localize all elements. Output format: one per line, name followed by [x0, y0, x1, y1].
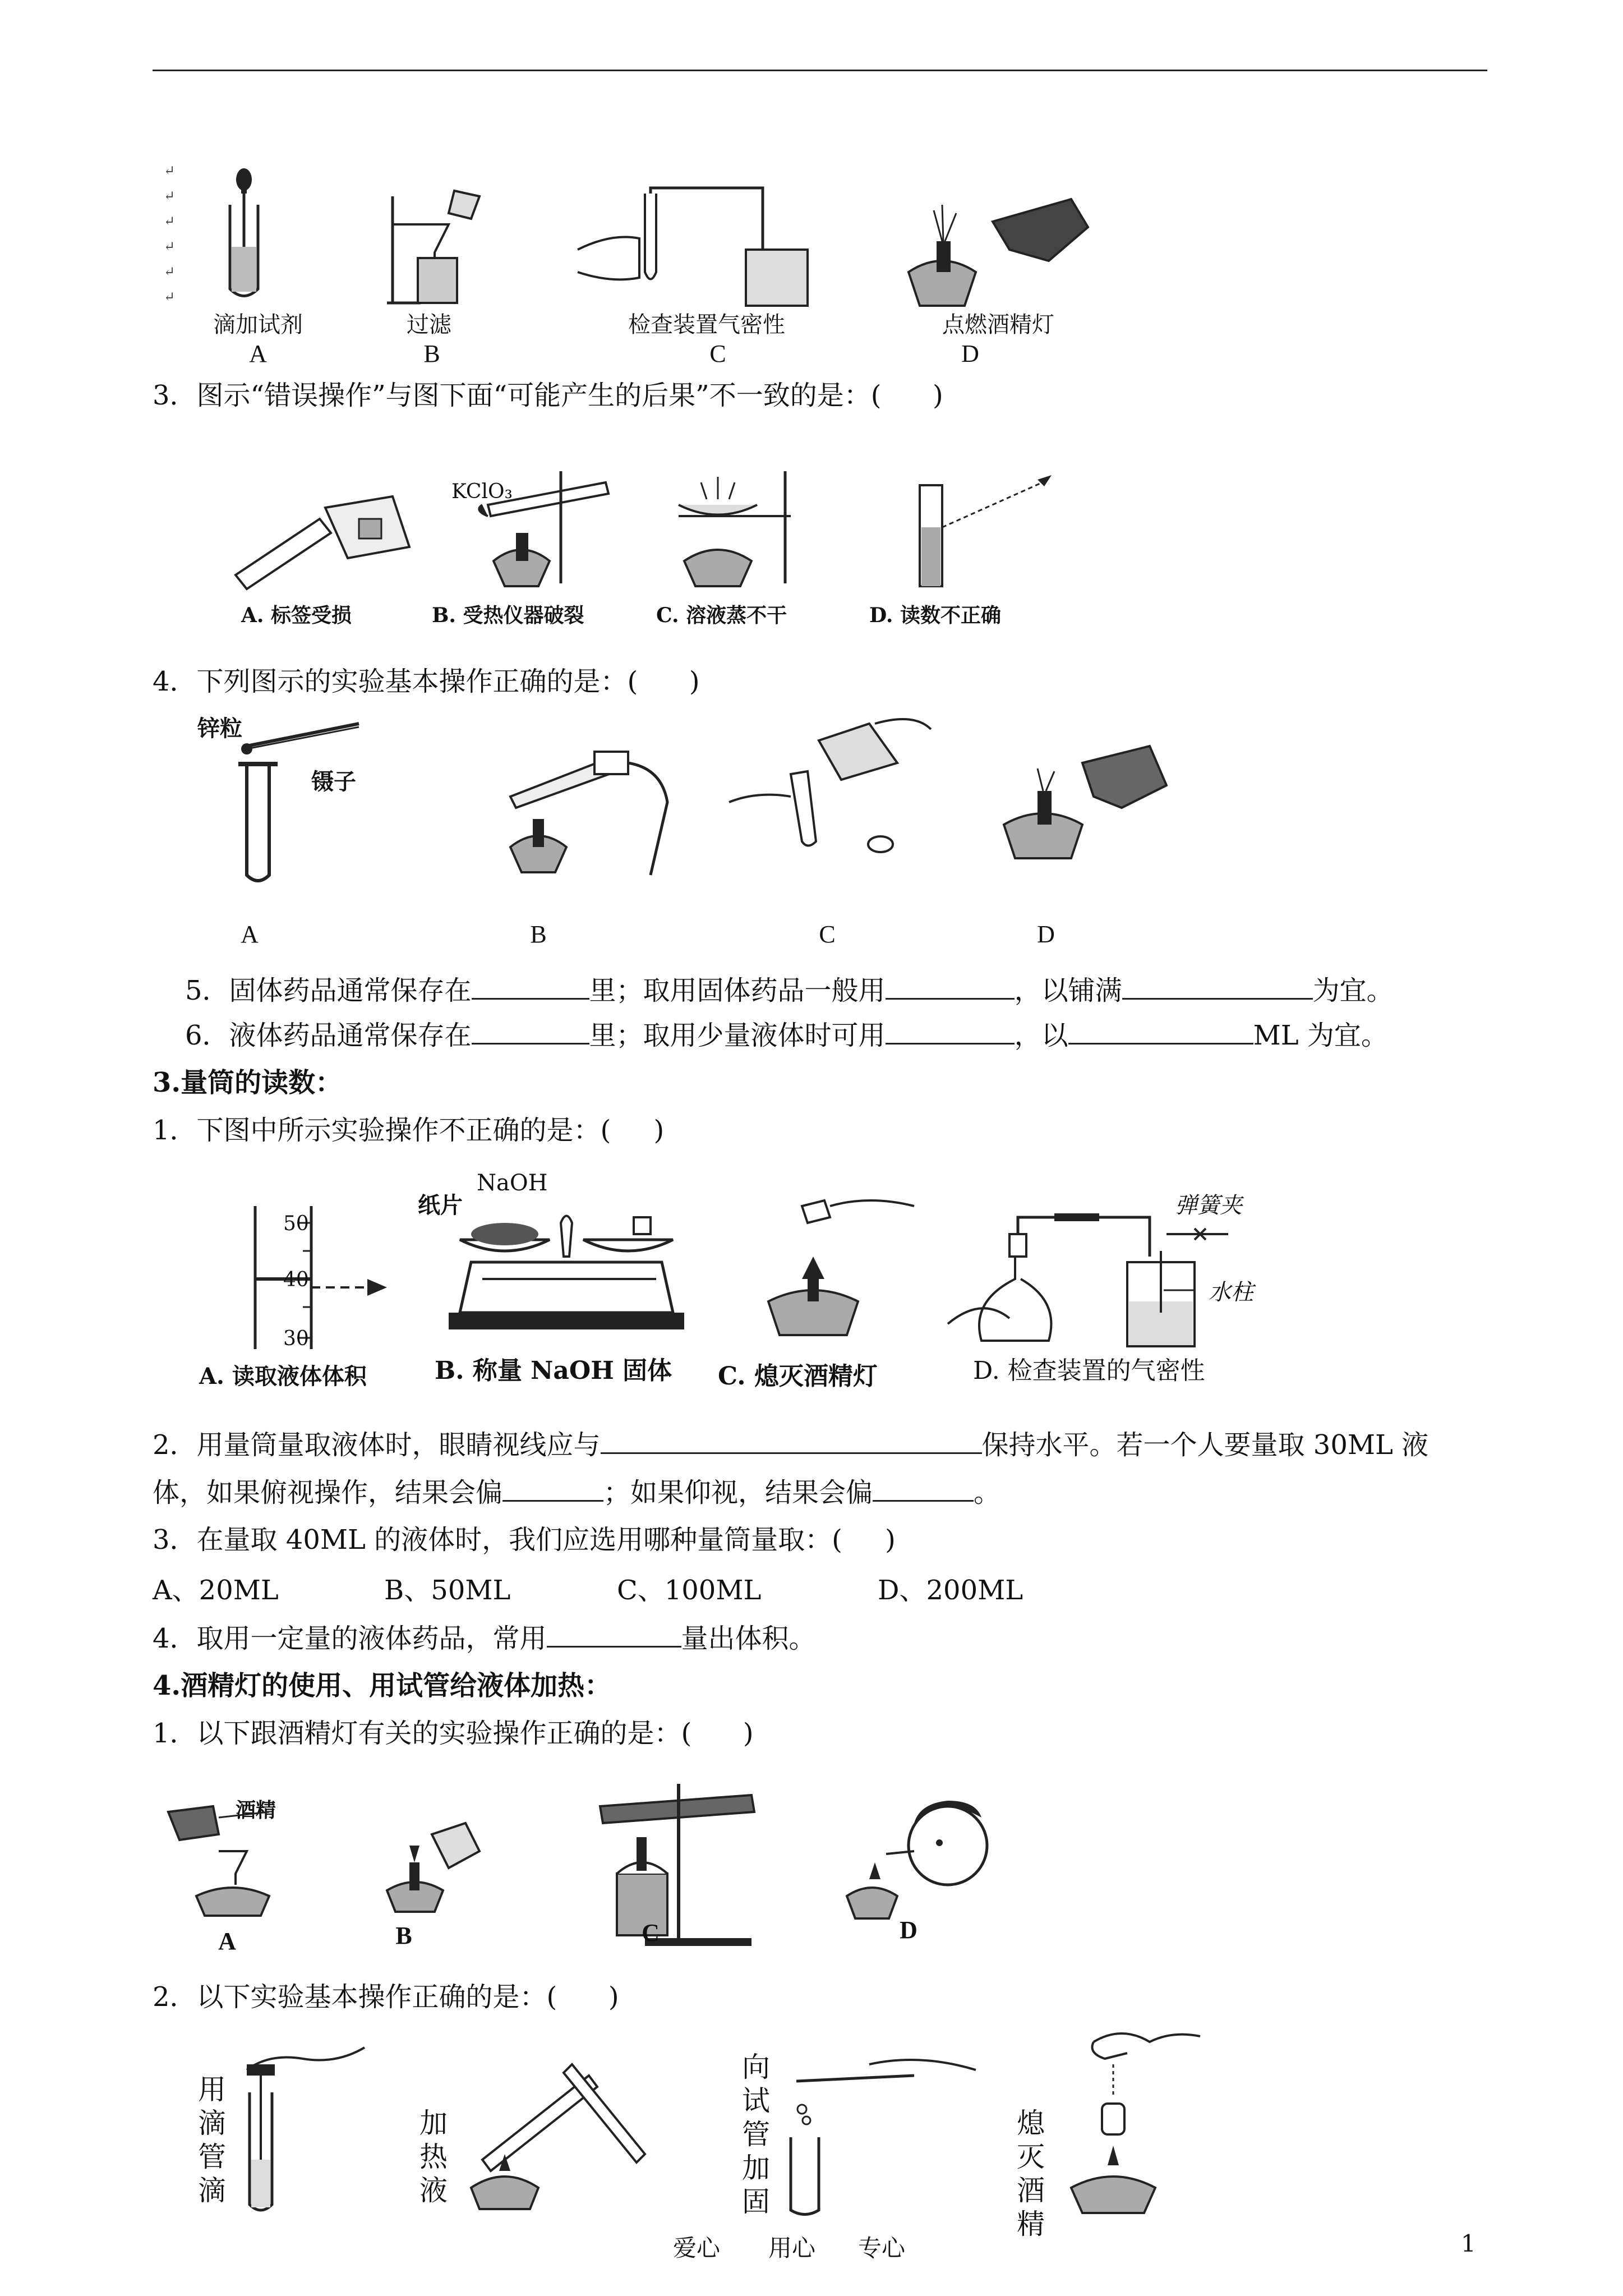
fig-caption: D. 读数不正确: [869, 604, 1002, 627]
sec4-question-2: 2．以下实验基本操作正确的是：( ): [153, 1981, 619, 2013]
footer-slogan-1: 爱心: [673, 2234, 721, 2262]
option-letter: B: [423, 340, 440, 367]
fig-caption: 点燃酒精灯: [942, 312, 1054, 338]
heating-kclo3-illustration: [471, 471, 634, 589]
footer-slogan-3: 专心: [858, 2234, 906, 2262]
zinc-label: 锌粒: [197, 715, 242, 742]
answer-blank[interactable]: [886, 1018, 1015, 1045]
blow-out-lamp-illustration: [830, 1789, 998, 1924]
answer-blank[interactable]: [547, 1621, 681, 1648]
add-alcohol-illustration: [163, 1801, 275, 1918]
question-4-stem: 4．下列图示的实验基本操作正确的是：( ): [153, 666, 700, 697]
answer-blank[interactable]: [472, 1018, 589, 1045]
cylinder-scale-illustration: [241, 1206, 398, 1352]
fig-caption: D. 检查装置的气密性: [973, 1356, 1205, 1385]
fig-caption: C. 溶液蒸不干: [656, 604, 787, 627]
option-letter: C: [819, 921, 836, 948]
option-a: A、20ML: [153, 1575, 279, 1606]
lamp-ignite-illustration: [998, 735, 1178, 864]
header-rule: [153, 70, 1487, 71]
paragraph-mark: ↵: [164, 238, 176, 254]
tweezers-label: 镊子: [311, 769, 356, 795]
zinc-tweezers-illustration: [236, 718, 376, 886]
option-letter: D: [1037, 921, 1055, 948]
paragraph-mark: ↵: [164, 163, 176, 178]
fig-caption: A. 标签受损: [241, 604, 352, 627]
reagent-label: KClO₃: [451, 480, 513, 503]
question-6: 6．液体药品通常保存在 里；取用少量液体时可用 ，以 ML 为宜。: [185, 1018, 1388, 1052]
scale-tick: 30: [283, 1327, 309, 1350]
option-letter: D: [961, 340, 979, 367]
page-number: 1: [1461, 2230, 1476, 2257]
option-letter: A: [241, 921, 259, 948]
question-5: 5．固体药品通常保存在 里；取用固体药品一般用 ，以铺满 为宜。: [185, 973, 1394, 1007]
balance-illustration: [437, 1200, 701, 1346]
vertical-caption: 熄灭酒精: [1017, 2107, 1045, 2240]
scale-tick: 40: [283, 1268, 309, 1291]
section-4-title: 4.酒精灯的使用、用试管给液体加热：: [153, 1670, 612, 1701]
cap-lamp-illustration: [1060, 2019, 1206, 2216]
heat-tube-illustration: [499, 735, 684, 875]
answer-blank[interactable]: [502, 1475, 603, 1502]
fig-caption: C. 熄灭酒精灯: [718, 1362, 878, 1391]
add-solid-illustration: [780, 2042, 981, 2216]
answer-blank[interactable]: [886, 973, 1015, 1000]
lamp-to-lamp-illustration: [381, 1823, 482, 1913]
sec4-question-1: 1．以下跟酒精灯有关的实验操作正确的是：( ): [153, 1718, 754, 1749]
airtightness-illustration: [578, 188, 791, 311]
answer-blank[interactable]: [472, 973, 589, 1000]
option-d: D、200ML: [878, 1575, 1023, 1606]
dropper-drip-illustration: [236, 2036, 370, 2216]
extinguish-lamp-illustration: [757, 1195, 925, 1341]
fig-caption: B. 称量 NaOH 固体: [435, 1356, 672, 1385]
naoh-label: NaOH: [477, 1170, 548, 1196]
option-c: C、100ML: [617, 1575, 762, 1606]
cylinder-reading-illustration: [897, 474, 1054, 592]
fig-caption: 过滤: [407, 312, 451, 338]
option-letter: C: [709, 340, 726, 367]
footer-slogan-2: 用心: [768, 2234, 816, 2262]
option-b: B、50ML: [384, 1575, 511, 1606]
fig-caption: A. 读取液体体积: [199, 1363, 367, 1389]
answer-blank[interactable]: [601, 1428, 982, 1454]
paper-label: 纸片: [418, 1192, 463, 1218]
lighting-lamp-illustration: [903, 188, 1094, 311]
heat-liquid-stand-illustration: [594, 1784, 774, 1947]
scale-tick: 50: [283, 1212, 309, 1235]
evaporation-illustration: [656, 471, 813, 589]
option-letter: A: [218, 1927, 236, 1955]
paragraph-mark: ↵: [164, 289, 176, 305]
vertical-caption: 用滴管滴: [198, 2073, 226, 2207]
filtration-illustration: [387, 191, 499, 309]
paragraph-mark: ↵: [164, 213, 176, 229]
water-column-label: 水柱: [1209, 1280, 1253, 1305]
sec3-question-4: 4．取用一定量的液体药品，常用 量出体积。: [153, 1621, 816, 1655]
pour-liquid-illustration: [230, 485, 415, 592]
option-letter: C: [642, 1919, 660, 1947]
vertical-caption: 向试管加固: [742, 2051, 770, 2218]
fig-caption: 检查装置气密性: [628, 312, 785, 338]
sec3-question-2-line-2: 体，如果俯视操作，结果会偏 ；如果仰视，结果会偏 。: [153, 1475, 1000, 1510]
alcohol-label: 酒精: [236, 1798, 276, 1822]
paragraph-mark: ↵: [164, 188, 176, 204]
option-letter: B: [530, 921, 547, 948]
heat-tube-angle-illustration: [460, 2042, 651, 2210]
sec3-question-3: 3．在量取 40ML 的液体时，我们应选用哪种量筒量取：( ): [153, 1524, 896, 1556]
vertical-caption: 加热液: [419, 2107, 448, 2207]
sec3-question-2-line-1: 2．用量筒量取液体时，眼睛视线应与 保持水平。若一个人要量取 30ML 液: [153, 1428, 1428, 1462]
answer-blank[interactable]: [1122, 973, 1313, 1000]
dropper-illustration: [213, 163, 292, 303]
airtightness-spring-illustration: [948, 1212, 1239, 1358]
paragraph-mark: ↵: [164, 264, 176, 279]
option-letter: B: [395, 1922, 412, 1949]
fig-caption: 滴加试剂: [213, 312, 303, 338]
question-3-stem: 3．图示“错误操作”与图下面“可能产生的后果”不一致的是：( ): [153, 380, 943, 411]
sec3-question-1: 1．下图中所示实验操作不正确的是：( ): [153, 1115, 665, 1146]
section-3-title: 3.量筒的读数：: [153, 1067, 343, 1098]
answer-blank[interactable]: [1068, 1018, 1253, 1045]
answer-blank[interactable]: [873, 1475, 974, 1502]
pour-into-tube-illustration: [729, 718, 931, 864]
option-letter: D: [900, 1916, 917, 1944]
fig-caption: B. 受热仪器破裂: [432, 604, 584, 627]
spring-clamp-label: 弹簧夹: [1175, 1193, 1242, 1218]
option-letter: A: [249, 340, 267, 367]
